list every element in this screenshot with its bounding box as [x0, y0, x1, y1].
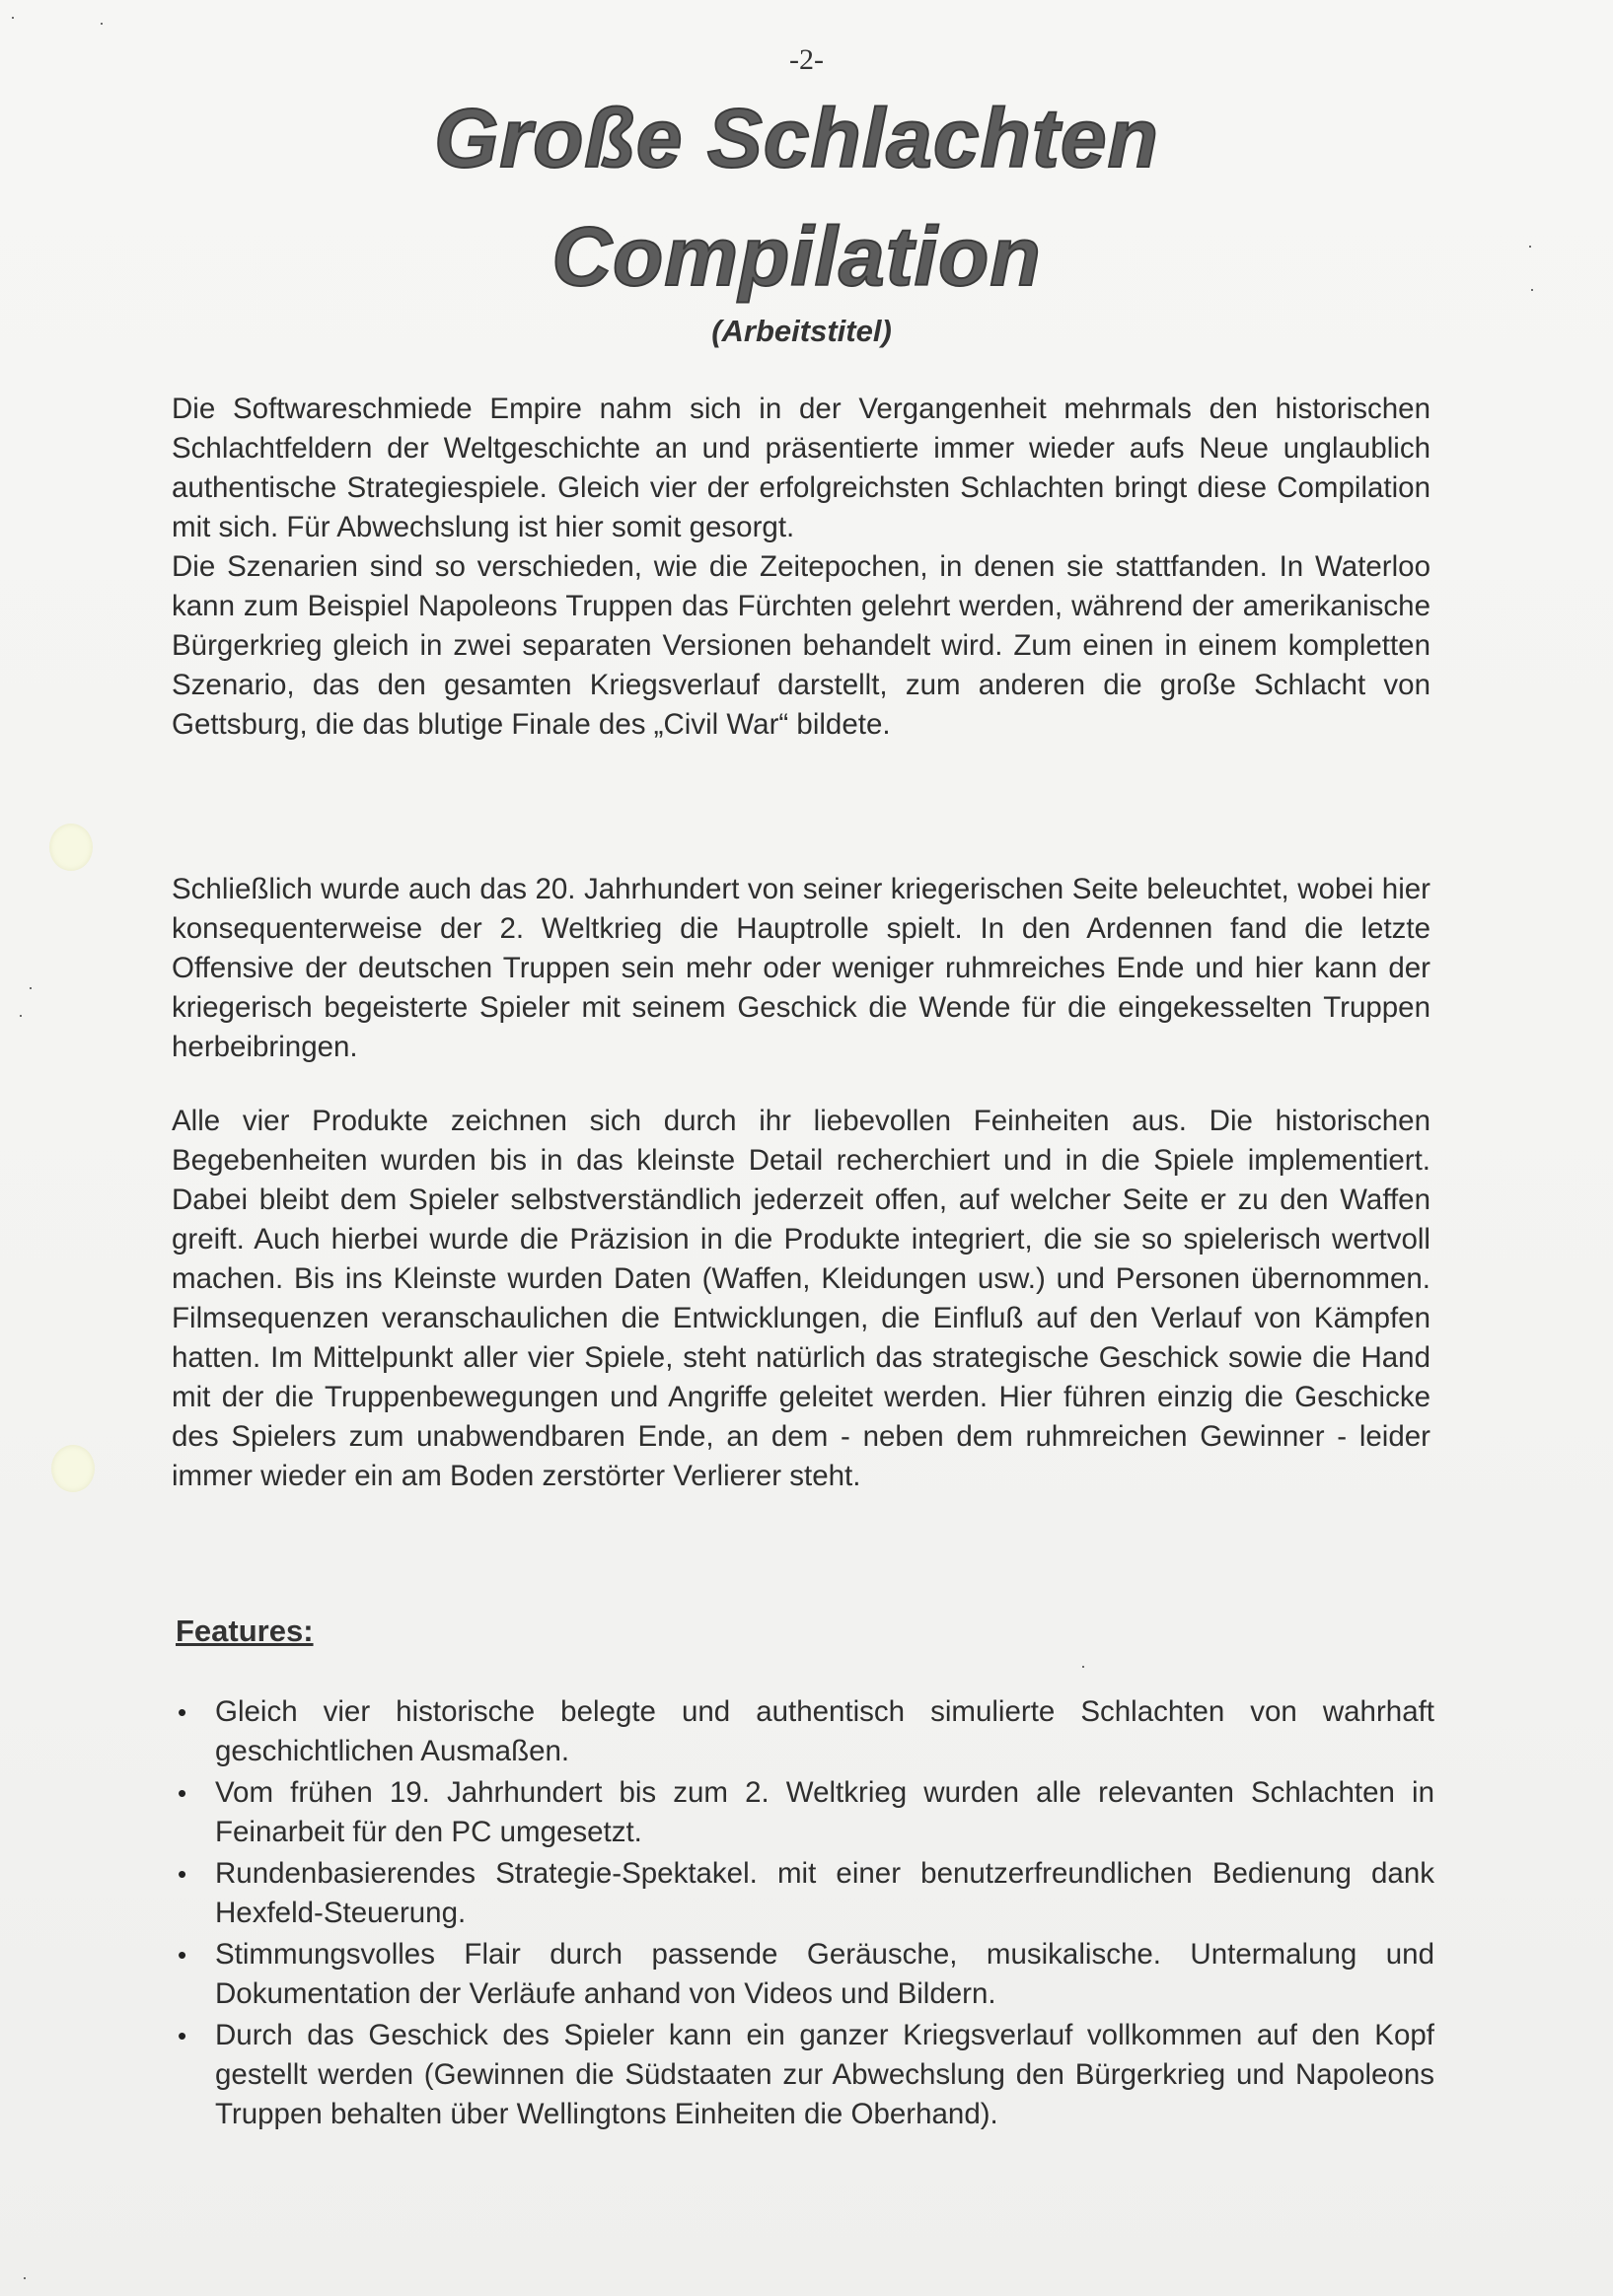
scan-speck: ·: [1529, 279, 1535, 299]
paragraph-text: Schließlich wurde auch das 20. Jahrhundert von seiner kriegerischen Seite beleuchtet, wobei hier konsequenterweise der 2. Weltkrieg die Hauptrolle spielt. In den Ardennen fand die letzte Offensive der deutschen Truppen sein mehr oder weniger ruhmreiches Ende und hier kann der kriegerisch begeisterte Spieler mit seinem Geschick die Wende für die eingekesselten Truppen herbeibringen.: [172, 873, 1430, 1063]
document-title-line-1: Große Schlachten: [434, 92, 1159, 184]
bullet-icon: •: [178, 2021, 187, 2050]
document-subtitle: (Arbeitstitel): [711, 314, 892, 348]
punch-hole: [49, 824, 93, 871]
paragraph-20th-century: [172, 870, 1430, 1067]
feature-text: Gleich vier historische belegte und authentisch simulierte Schlachten von wahrhaft geschichtlichen Ausmaßen.: [215, 1695, 1434, 1767]
feature-item: [170, 1854, 1434, 1933]
paragraph-text: Alle vier Produkte zeichnen sich durch ihr liebevollen Feinheiten aus. Die historischen Begebenheiten wurden bis in das kleinste Detail recherchiert und in die Spiele implementiert. Dabei bleibt dem Spieler selbstverständlich jederzeit offen, auf welcher Seite er zu den Waffen greift. Auch hierbei wurde die Präzision in die Produkte integriert, die sie so spielerisch wertvoll machen. Bis ins Kleinste wurden Daten (Waffen, Kleidungen usw.) und Personen übernommen. Filmsequenzen veranschaulichen die Entwicklungen, die Einfluß auf den Verlauf von Kämpfen hatten. Im Mittelpunkt aller vier Spiele, steht natürlich das strategische Geschick sowie die Hand mit der die Truppenbewegungen und Angriffe geleitet werden. Hier führen einzig die Geschicke des Spielers zum unabwendbaren Ende, an dem - neben dem ruhmreichen Gewinner - leider immer wieder ein am Boden zerstörter Verlierer steht.: [172, 1105, 1430, 1492]
document-title-line-2: Compilation: [551, 210, 1042, 303]
feature-text: Rundenbasierendes Strategie-Spektakel. mit einer benutzerfreundlichen Bedienung dank Hexfeld-Steuerung.: [215, 1857, 1434, 1929]
feature-item: [170, 2016, 1434, 2134]
paragraph-intro: [172, 390, 1430, 745]
paragraph-text: Die Szenarien sind so verschieden, wie die Zeitepochen, in denen sie stattfanden. In Waterloo kann zum Beispiel Napoleons Truppen das Fürchten gelehrt werden, während der amerikanische Bürgerkrieg gleich in zwei separaten Versionen behandelt wird. Zum einen in einem kompletten Szenario, das den gesamten Kriegsverlauf darstellt, zum anderen die große Schlacht von Gettsburg, die das blutige Finale des „Civil War“ bildete.: [172, 550, 1430, 741]
bullet-icon: •: [178, 1940, 187, 1970]
paragraph-products: [172, 1102, 1430, 1496]
page-number: -2-: [789, 43, 824, 76]
scan-speck: ·: [18, 1005, 24, 1025]
features-list: [170, 1692, 1434, 2134]
scan-speck: ·: [99, 13, 105, 33]
scan-speck: ·: [1080, 1656, 1086, 1676]
scan-speck: ·: [10, 7, 16, 27]
feature-text: Stimmungsvolles Flair durch passende Geräusche, musikalische. Untermalung und Dokumentation der Verläufe anhand von Videos und Bildern.: [215, 1938, 1434, 2010]
scan-speck: ·: [28, 977, 34, 997]
paragraph-text: Die Softwareschmiede Empire nahm sich in der Vergangenheit mehrmals den historischen Schlachtfeldern der Weltgeschichte an und präsentierte immer wieder aufs Neue unglaublich authentische Strategiespiele. Gleich vier der erfolgreichsten Schlachten bringt diese Compilation mit sich. Für Abwechslung ist hier somit gesorgt.: [172, 393, 1430, 543]
bullet-icon: •: [178, 1697, 187, 1727]
features-heading: Features:: [176, 1614, 314, 1648]
feature-item: [170, 1692, 1434, 1771]
feature-item: [170, 1935, 1434, 2014]
bullet-icon: •: [178, 1859, 187, 1889]
feature-text: Vom frühen 19. Jahrhundert bis zum 2. Weltkrieg wurden alle relevanten Schlachten in Feinarbeit für den PC umgesetzt.: [215, 1776, 1434, 1848]
bullet-icon: •: [178, 1778, 187, 1808]
scan-speck: ·: [1527, 236, 1533, 255]
feature-text: Durch das Geschick des Spieler kann ein ganzer Kriegsverlauf vollkommen auf den Kopf gestellt werden (Gewinnen die Südstaaten zur Abwechslung den Bürgerkrieg und Napoleons Truppen behalten über Wellingtons Einheiten die Oberhand).: [215, 2019, 1434, 2130]
scan-speck: ·: [22, 2267, 28, 2287]
punch-hole: [51, 1445, 95, 1492]
feature-item: [170, 1773, 1434, 1852]
